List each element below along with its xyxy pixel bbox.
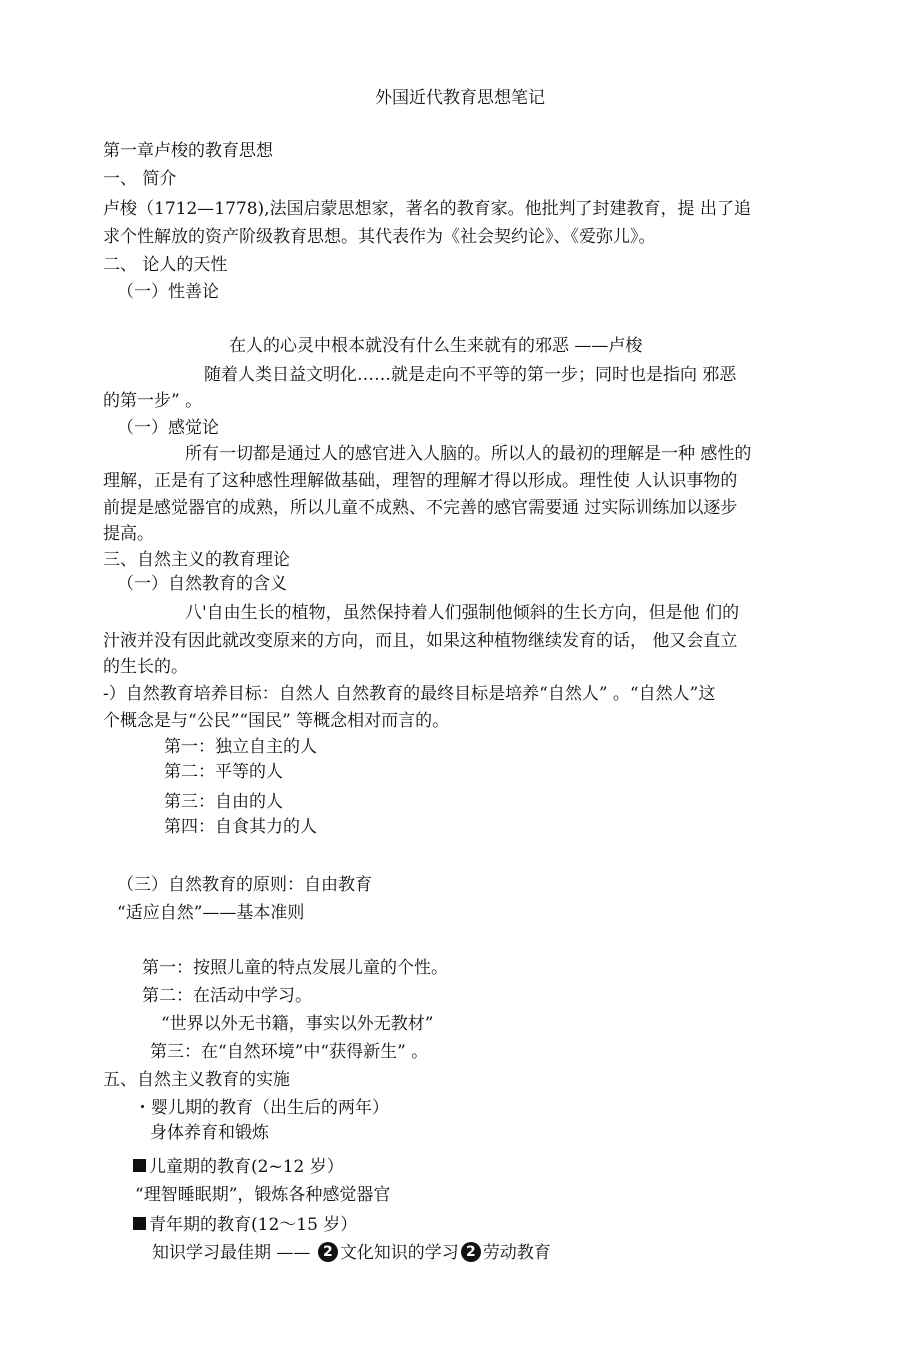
detail-text: 文化知识的学习: [339, 1243, 459, 1263]
list-item-detail: [152, 1242, 551, 1264]
section-heading-intro: 一、 简介: [103, 169, 177, 189]
quote-line: 随着人类日益文明化……就是走向不平等的第一步；同时也是指向 邪恶: [204, 365, 737, 385]
paragraph-line: 的生长的。: [103, 657, 188, 677]
section-heading-theory: 三、自然主义的教育理论: [103, 550, 290, 570]
subsection-heading: （一）性善论: [117, 282, 219, 302]
paragraph-line: 汁液并没有因此就改变原来的方向，而且，如果这种植物继续发育的话， 他又会直立: [103, 631, 738, 651]
subsection-heading: （一）感觉论: [117, 418, 219, 438]
paragraph-line: 求个性解放的资产阶级教育思想。其代表作为《社会契约论》、《爱弥儿》。: [103, 227, 656, 247]
square-bullet-icon: [133, 1159, 146, 1172]
quote-line: 在人的心灵中根本就没有什么生来就有的邪恶 ——卢梭: [229, 336, 643, 356]
chapter-heading: 第一章卢梭的教育思想: [103, 141, 273, 161]
paragraph-line: 八'自由生长的植物，虽然保持着人们强制他倾斜的生长方向，但是他 们的: [185, 603, 740, 623]
list-item-label: 青年期的教育(12～15 岁）: [149, 1215, 358, 1235]
numbered-circle-icon: 2: [318, 1242, 338, 1262]
quote-line: 的第一步” 。: [103, 391, 203, 411]
subsection-heading: （三）自然教育的原则：自由教育: [117, 875, 372, 895]
list-item: 第二：平等的人: [164, 762, 283, 782]
paragraph-line: 个概念是与“公民”“国民” 等概念相对而言的。: [103, 711, 450, 731]
principle-line: “适应自然”——基本准则: [117, 903, 305, 923]
list-item: [133, 1214, 357, 1236]
list-item-detail: “理智睡眠期”，锻炼各种感觉器官: [135, 1185, 391, 1205]
quote-line: “世界以外无书籍，事实以外无教材”: [161, 1014, 434, 1034]
list-item: [133, 1156, 344, 1178]
list-item: 第一：按照儿童的特点发展儿童的个性。: [142, 958, 448, 978]
list-item-detail: 身体养育和锻炼: [150, 1123, 269, 1143]
detail-text: 劳动教育: [482, 1243, 551, 1263]
list-item: 第一：独立自主的人: [164, 737, 317, 757]
square-bullet-icon: [133, 1217, 146, 1230]
paragraph-line: 理解，正是有了这种感性理解做基础，理智的理解才得以形成。理性使 人认识事物的: [103, 471, 738, 491]
list-item: 第三：在“自然环境”中“获得新生” 。: [150, 1042, 429, 1062]
subsection-heading: （一）自然教育的含义: [117, 574, 287, 594]
paragraph-line: 前提是感觉器官的成熟，所以儿童不成熟、不完善的感官需要通 过实际训练加以逐步: [103, 498, 738, 518]
list-item: ・婴儿期的教育（出生后的两年）: [134, 1098, 389, 1118]
numbered-circle-icon: 2: [461, 1242, 481, 1262]
section-heading-nature: 二、 论人的天性: [103, 255, 228, 275]
list-item: 第二：在活动中学习。: [142, 986, 312, 1006]
document-title: 外国近代教育思想笔记: [375, 88, 545, 108]
paragraph-line: 所有一切都是通过人的感官进入人脑的。所以人的最初的理解是一种 感性的: [185, 444, 752, 464]
list-item: 第三：自由的人: [164, 792, 283, 812]
detail-text: 知识学习最佳期 ——: [152, 1243, 311, 1263]
paragraph-line: -）自然教育培养目标：自然人 自然教育的最终目标是培养“自然人” 。“自然人”这: [103, 684, 716, 704]
list-item: 第四：自食其力的人: [164, 817, 317, 837]
paragraph-line: 提高。: [103, 524, 154, 544]
list-item-label: 儿童期的教育(2~12 岁）: [149, 1157, 344, 1177]
paragraph-line: 卢梭（1712—1778),法国启蒙思想家，著名的教育家。他批判了封建教育，提 出了追: [103, 199, 751, 219]
section-heading-practice: 五、自然主义教育的实施: [103, 1070, 290, 1090]
